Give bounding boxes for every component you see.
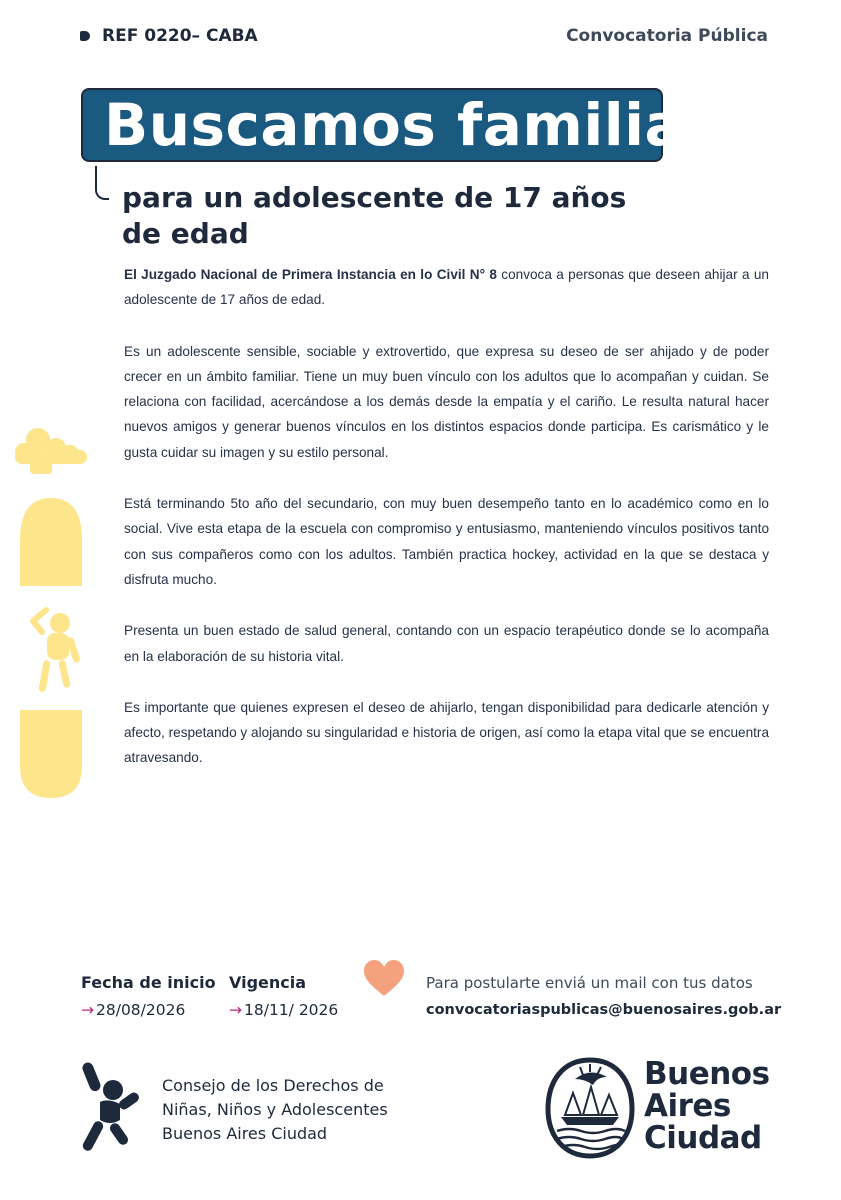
intro-paragraph	[124, 262, 769, 313]
consejo-logo-icon	[78, 1060, 150, 1156]
arrow-icon: →	[229, 1001, 242, 1019]
pill-shape	[20, 710, 82, 798]
consejo-line-3: Buenos Aires Ciudad	[162, 1124, 328, 1143]
arrow-icon: →	[81, 1001, 94, 1019]
validity-date	[229, 1001, 338, 1019]
footer-info	[0, 968, 841, 1028]
page-title: Buscamos familia	[104, 91, 685, 159]
reference-code: REF 0220– CABA	[102, 26, 258, 46]
start-date-value: 28/08/2026	[96, 1001, 186, 1019]
description	[124, 262, 769, 797]
bullet-icon	[80, 31, 90, 41]
decorative-illustration	[0, 420, 100, 820]
page-subtitle: para un adolescente de 17 años de edad	[122, 181, 627, 250]
requirements-paragraph: Es importante que quienes expresen el deseo de ahijarlo, tengan disponibilidad para dedicarle atención y afecto, respetando y alojando su singularidad e historia de origen, así como la etapa vital que se encuentra atravesando.	[124, 699, 769, 766]
wordmark-line-2: Aires	[644, 1088, 731, 1124]
heart-icon	[362, 958, 406, 998]
consejo-name	[162, 1074, 388, 1146]
category-label: Convocatoria Pública	[566, 26, 768, 46]
arch-shape	[20, 498, 82, 586]
school-paragraph: Está terminando 5to año del secundario, con muy buen desempeño tanto en lo académico como en lo social. Vive esta etapa de la escuela con compromiso y entusiasmo, manteniendo vínculos positivos tanto con sus compañeros como con los adultos. También practica hockey, actividad en la que se destaca y disfruta mucho.	[124, 496, 769, 587]
apply-email[interactable]: convocatoriaspublicas@buenosaires.gob.ar	[426, 1002, 782, 1018]
personality-paragraph: Es un adolescente sensible, sociable y extrovertido, que expresa su deseo de ser ahijado y de poder crecer en un ámbito familiar. Tiene un muy buen vínculo con los adultos que lo acompañan y cuidan. Se relaciona con facilidad, acercándose a los demás desde la empatía y el cariño. Le resulta natural hacer nuevos amigos y generar buenos vínculos en los distintos espacios donde participa. Es carismático y le gusta cuidar su imagen y su estilo personal.	[124, 343, 769, 460]
court-name: El Juzgado Nacional de Primera Instancia en lo Civil N° 8	[124, 267, 497, 282]
header	[0, 26, 841, 50]
cloud-icon	[15, 428, 87, 474]
consejo-line-1: Consejo de los Derechos de	[162, 1076, 384, 1095]
connector-line	[95, 166, 109, 200]
wordmark-line-1: Buenos	[644, 1056, 770, 1092]
child-figure-icon	[33, 610, 81, 692]
start-date	[81, 1001, 185, 1019]
intro-text: convoca a personas que deseen ahijar a un adolescente de 17 años de edad.	[124, 267, 769, 308]
apply-instructions: Para postularte enviá un mail con tus datos	[426, 974, 753, 992]
city-seal-icon	[545, 1057, 635, 1159]
health-paragraph: Presenta un buen estado de salud general, contando con un espacio terapéutico donde se lo acompaña en la elaboración de su historia vital.	[124, 623, 769, 664]
city-wordmark	[644, 1058, 770, 1154]
validity-date-value: 18/11/ 2026	[244, 1001, 339, 1019]
start-date-label: Fecha de inicio	[81, 973, 216, 992]
reference	[80, 26, 258, 46]
wordmark-line-3: Ciudad	[644, 1120, 762, 1156]
consejo-line-2: Niñas, Niños y Adolescentes	[162, 1100, 388, 1119]
validity-label: Vigencia	[229, 973, 307, 992]
